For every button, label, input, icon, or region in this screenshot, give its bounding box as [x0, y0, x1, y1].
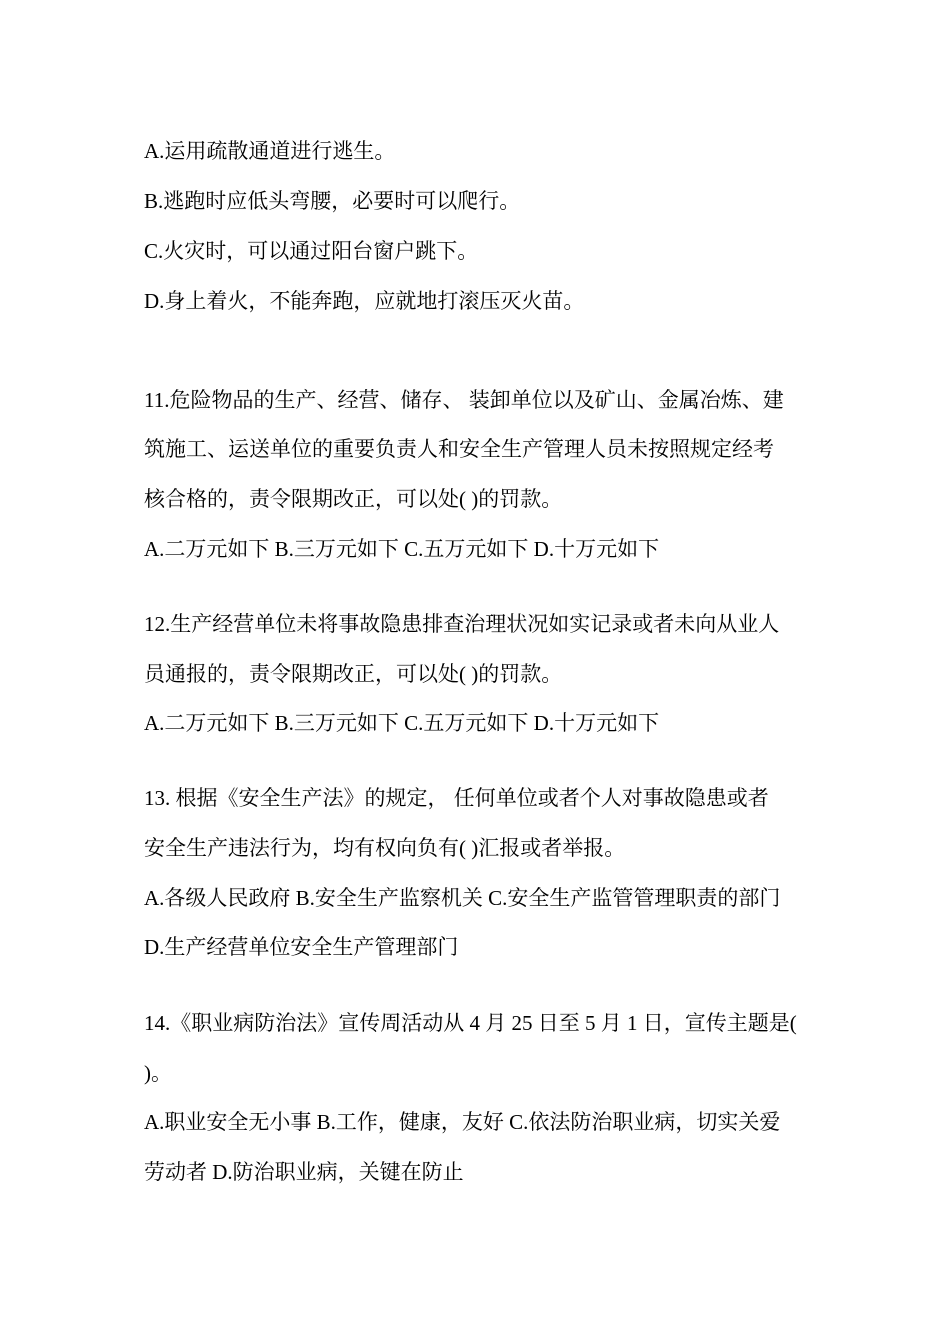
q13-options-line-2: D.生产经营单位安全生产管理部门 — [144, 935, 459, 959]
q12-options: A.二万元如下 B.三万元如下 C.五万元如下 D.十万元如下 — [144, 711, 660, 735]
q11-text-line-1: 11.危险物品的生产、经营、储存、 装卸单位以及矿山、金属冶炼、建 — [144, 388, 784, 412]
q14-text-line-1: 14.《职业病防治法》宣传周活动从 4 月 25 日至 5 月 1 日，宣传主题是( — [144, 1011, 797, 1035]
q14-options-line-1: A.职业安全无小事 B.工作，健康，友好 C.依法防治职业病，切实关爱 — [144, 1110, 781, 1134]
q10-option-b: B.逃跑时应低头弯腰，必要时可以爬行。 — [144, 189, 521, 213]
q12-text-line-2: 员通报的，责令限期改正，可以处( )的罚款。 — [144, 662, 563, 686]
q13-text-line-1: 13. 根据《安全生产法》的规定， 任何单位或者个人对事故隐患或者 — [144, 786, 769, 810]
q10-option-c: C.火灾时，可以通过阳台窗户跳下。 — [144, 239, 479, 263]
q10-option-d: D.身上着火，不能奔跑，应就地打滚压灭火苗。 — [144, 289, 585, 313]
q11-text-line-3: 核合格的，责令限期改正，可以处( )的罚款。 — [144, 487, 563, 511]
q11-text-line-2: 筑施工、运送单位的重要负责人和安全生产管理人员未按照规定经考 — [144, 437, 774, 461]
q13-options-line-1: A.各级人民政府 B.安全生产监察机关 C.安全生产监管管理职责的部门 — [144, 886, 781, 910]
q10-option-a: A.运用疏散通道进行逃生。 — [144, 139, 396, 163]
q14-text-line-2: )。 — [144, 1061, 172, 1085]
q14-options-line-2: 劳动者 D.防治职业病，关键在防止 — [144, 1160, 464, 1184]
q12-text-line-1: 12.生产经营单位未将事故隐患排查治理状况如实记录或者未向从业人 — [144, 612, 780, 636]
q11-options: A.二万元如下 B.三万元如下 C.五万元如下 D.十万元如下 — [144, 537, 660, 561]
q13-text-line-2: 安全生产违法行为，均有权向负有( )汇报或者举报。 — [144, 836, 626, 860]
